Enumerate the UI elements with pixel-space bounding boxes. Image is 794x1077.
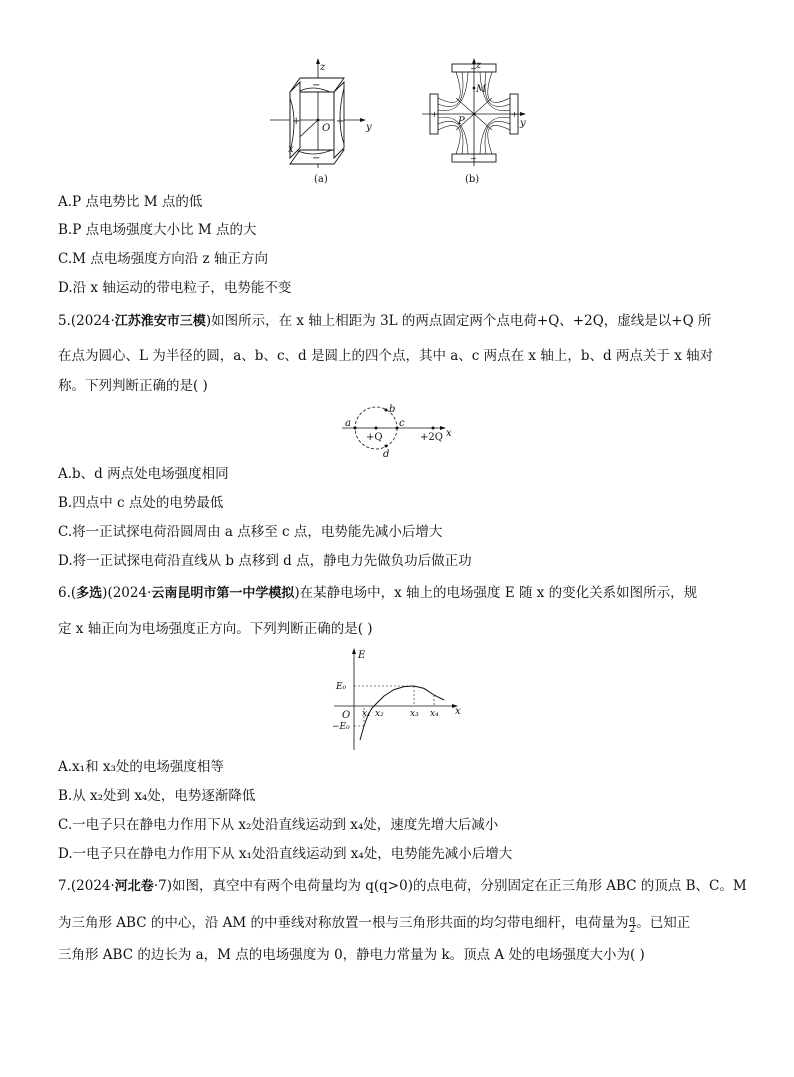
- axis-z-label: z: [320, 62, 326, 73]
- q4-option-d: D.沿 x 轴运动的带电粒子，电势能不变: [58, 280, 292, 296]
- left-plate-sign: +: [292, 116, 301, 127]
- q6-source: 云南昆明市第一中学模拟: [151, 586, 295, 601]
- bottom-plate-sign-b: −: [470, 154, 477, 163]
- figure-b-field-lines: [420, 58, 530, 186]
- q5-label-b: b: [389, 404, 396, 415]
- axis-x-label: x: [288, 144, 294, 155]
- point-m-label: M: [476, 84, 487, 95]
- q6-option-a: A.x₁和 x₃处的电场强度相等: [58, 759, 224, 775]
- point-p-label: P: [458, 116, 465, 127]
- q7-stem-line2: 为三角形 ABC 的中心，沿 AM 的中垂线对称放置一根与三角形共面的均匀带电细杆，电荷量为 $\frac{q}{2}$ 。已知正: [58, 915, 691, 935]
- top-plate-sign: −: [312, 80, 321, 91]
- right-plate-sign: +: [336, 116, 345, 127]
- q5-source: 江苏淮安市三模: [114, 314, 206, 329]
- q5-label-d: d: [383, 449, 390, 460]
- q7-charge-fraction: $\frac{q}{2}$: [629, 915, 636, 935]
- q6-e-field-chart: [330, 644, 466, 752]
- left-plate-sign-b: +: [431, 110, 438, 119]
- x-tick-x3: x₃: [410, 709, 419, 719]
- q6-option-c: C.一电子只在静电力作用下从 x₂处沿直线运动到 x₄处，速度先增大后减小: [58, 817, 499, 833]
- q5-label-q1: +Q: [366, 432, 383, 443]
- x-tick-x1: x₁: [362, 709, 371, 719]
- bottom-plate-sign: −: [312, 153, 321, 164]
- point-o-label: O: [322, 123, 331, 134]
- q6-multi-tag: 多选: [76, 586, 103, 601]
- q7-stem-line1: 7.(2024·河北卷·7)如图，真空中有两个电荷量均为 q(q>0)的点电荷，分别固定在正三角形 ABC 的顶点 B、C。M: [58, 878, 747, 894]
- q5-option-a: A.b、d 两点处电场强度相同: [58, 466, 229, 482]
- q5-label-c: c: [399, 418, 405, 429]
- q5-label-a: a: [345, 418, 351, 429]
- q5-stem-line1: 5.(2024·江苏淮安市三模)如图所示，在 x 轴上相距为 3L 的两点固定两个点电荷+Q、+2Q，虚线是以+Q 所: [58, 313, 712, 329]
- q6-stem-line2: 定 x 轴正向为电场强度正方向。下列判断正确的是( ): [58, 621, 373, 637]
- right-plate-sign-b: +: [511, 110, 518, 119]
- q5-option-b: B.四点中 c 点处的电势最低: [58, 495, 224, 511]
- q4-option-b: B.P 点电场强度大小比 M 点的大: [58, 222, 257, 238]
- chart-origin-label: O: [342, 710, 351, 721]
- q7-stem-line3: 三角形 ABC 的边长为 a，M 点的电场强度为 0，静电力常量为 k。顶点 A 处的电场强度大小为( ): [58, 947, 645, 963]
- q5-stem-line2: 在点为圆心、L 为半径的圆，a、b、c、d 是圆上的四个点，其中 a、c 两点在 x 轴上，b、d 两点关于 x 轴对: [58, 348, 714, 364]
- q5-option-d: D.将一正试探电荷沿直线从 b 点移到 d 点，静电力先做负功后做正功: [58, 553, 472, 569]
- q5-label-x: x: [446, 428, 452, 439]
- q5-option-c: C.将一正试探电荷沿圆周由 a 点移至 c 点，电势能先减小后增大: [58, 524, 443, 540]
- axis-y-label: y: [366, 122, 372, 133]
- q4-option-a: A.P 点电势比 M 点的低: [58, 194, 203, 210]
- y-tick-neg-e0: −E₀: [332, 722, 350, 732]
- q6-option-d: D.一电子只在静电力作用下从 x₁处沿直线运动到 x₄处，电势能先减小后增大: [58, 846, 513, 862]
- x-tick-x4: x₄: [430, 709, 439, 719]
- q6-stem-line1: 6.(多选)(2024·云南昆明市第一中学模拟)在某静电场中，x 轴上的电场强度 E 随 x 的变化关系如图所示，规: [58, 585, 698, 601]
- axis-z-label-b: z: [476, 60, 482, 71]
- top-plate-sign-b: −: [470, 64, 477, 73]
- q7-source: 河北卷: [114, 879, 154, 894]
- q5-label-q2: +2Q: [420, 432, 443, 443]
- chart-x-label: x: [455, 706, 461, 717]
- figure-a-caption: (a): [314, 174, 328, 185]
- axis-y-label-b: y: [520, 118, 526, 129]
- x-tick-x2: x₂: [375, 709, 384, 719]
- q5-stem-line3: 称。下列判断正确的是( ): [58, 378, 208, 394]
- chart-y-label: E: [358, 650, 366, 661]
- y-tick-e0: E₀: [336, 682, 347, 692]
- figure-a-cube: [268, 58, 388, 186]
- q5-figure-circle: [338, 404, 460, 460]
- q4-option-c: C.M 点电场强度方向沿 z 轴正方向: [58, 251, 268, 267]
- q6-option-b: B.从 x₂处到 x₄处，电势逐渐降低: [58, 788, 256, 804]
- figure-b-caption: (b): [465, 174, 480, 185]
